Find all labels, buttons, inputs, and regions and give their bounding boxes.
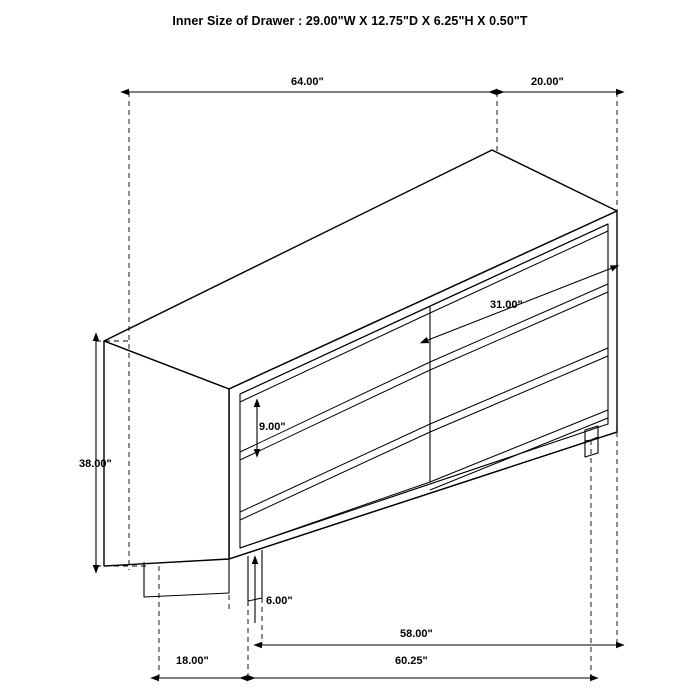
dim-label-top-depth: 20.00"	[531, 76, 564, 88]
dim-label-leg-height: 6.00"	[266, 595, 293, 607]
dim-label-top-width: 64.00"	[291, 76, 324, 88]
dim-label-total-height: 38.00"	[79, 458, 112, 470]
dim-label-front-base: 58.00"	[400, 628, 433, 640]
dim-label-drawer-height: 9.00"	[259, 421, 286, 433]
dresser-body	[104, 150, 617, 601]
dim-label-drawer-diagonal: 31.00"	[490, 299, 523, 311]
dim-label-front-overall: 60.25"	[395, 655, 428, 667]
dim-label-side-base: 18.00"	[176, 655, 209, 667]
page-title: Inner Size of Drawer : 29.00"W X 12.75"D X 6.25"H X 0.50"T	[172, 14, 528, 28]
